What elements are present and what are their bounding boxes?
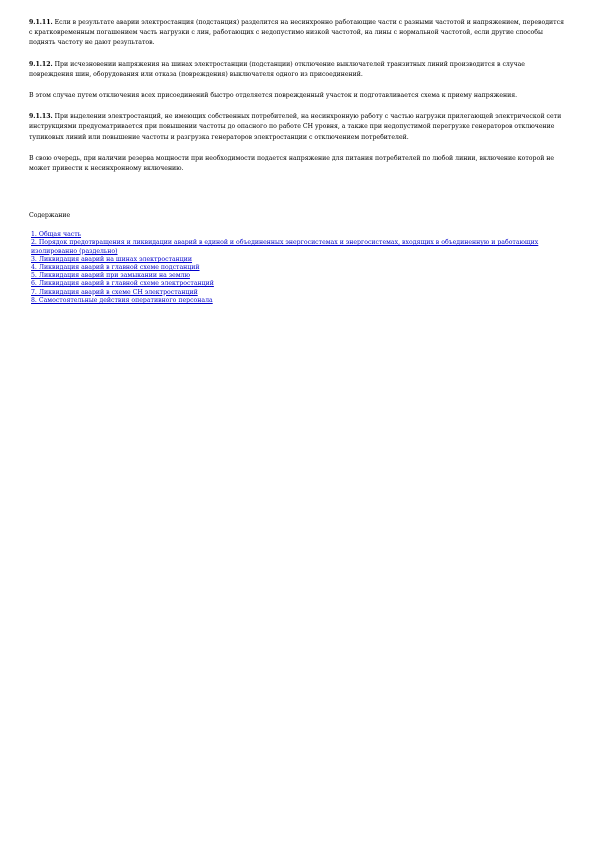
toc-item — [31, 256, 564, 264]
toc-link-power-plants[interactable]: 6. Ликвидация аварий в главной схеме электростанций — [31, 280, 214, 288]
paragraph-continuation — [29, 154, 564, 174]
toc-item — [31, 239, 564, 255]
table-of-contents — [29, 231, 564, 305]
toc-link-earth-fault[interactable]: 5. Ликвидация аварий при замыкании на землю — [31, 272, 190, 280]
paragraph-number: 9.1.11. — [29, 19, 53, 26]
paragraph-text: При выделении электростанций, не имеющих собственных потребителей, на несинхронную работу с частью нагрузки прилегающей электрической сети инструкциями предусматривается при повышении частоты до опасного по работе СН уровня, а также при недопустимой перегрузке генераторов отключение тупиковых линий или повышение частоты и разгрузка генераторов электростанции с отключением потребителей. — [29, 113, 562, 141]
toc-item — [31, 272, 564, 280]
toc-item — [31, 297, 564, 305]
paragraph-9-1-11 — [29, 18, 564, 49]
toc-link-general[interactable]: 1. Общая часть — [31, 231, 82, 239]
paragraph-text: В этом случае путем отключения всех присоединений быстро отделяется поврежденный участок и подготавливается схема к приему напряжения. — [29, 92, 518, 100]
toc-item — [31, 231, 564, 239]
toc-link-staff-actions[interactable]: 8. Самостоятельные действия оперативного персонала — [31, 296, 213, 304]
paragraph-text: При исчезновении напряжения на шинах электростанции (подстанции) отключение выключателей транзитных линий производится в случае повреждения шин, оборудования или отказа (повреждения) выключателя одного из присоединений. — [29, 60, 525, 78]
toc-item — [31, 264, 564, 272]
toc-link-substations[interactable]: 4. Ликвидация аварий в главной схеме подстанций — [31, 264, 200, 272]
paragraph-text: В свою очередь, при наличии резерва мощности при необходимости подается напряжение для питания потребителей по любой линии, включение которой не может привести к несинхронному включению. — [29, 154, 555, 173]
toc-link-auxiliary[interactable]: 7. Ликвидация аварий в схеме СН электростанций — [31, 288, 198, 296]
toc-item — [31, 280, 564, 288]
toc-item — [31, 289, 564, 297]
paragraph-9-1-12 — [29, 60, 564, 80]
paragraph-continuation — [29, 91, 564, 101]
toc-link-busbars[interactable]: 3. Ликвидация аварий на шинах электростанции — [31, 255, 193, 263]
paragraph-9-1-13 — [29, 112, 564, 143]
paragraph-text: Если в результате аварии электростанция (подстанция) разделится на несинхронно работающие части с разными частотой и напряжением, переводится с кратковременным погашением часть нагрузки с лин, работающих с недопустимо низкой частотой, на лины с нормальной частотой, если другие способы поднять частоту не дают результатов. — [29, 19, 564, 47]
toc-title: Содержание — [29, 212, 71, 220]
paragraph-number: 9.1.12. — [29, 60, 53, 68]
toc-link-energy-systems[interactable]: 2. Порядок предотвращения и ликвидации аварий в единой и объединенных энергосистемах и энергосистемах, входящих в объединенную и работающих изолированно (раздельно) — [31, 239, 539, 255]
document-body — [29, 18, 564, 305]
paragraph-number: 9.1.13. — [29, 113, 53, 121]
